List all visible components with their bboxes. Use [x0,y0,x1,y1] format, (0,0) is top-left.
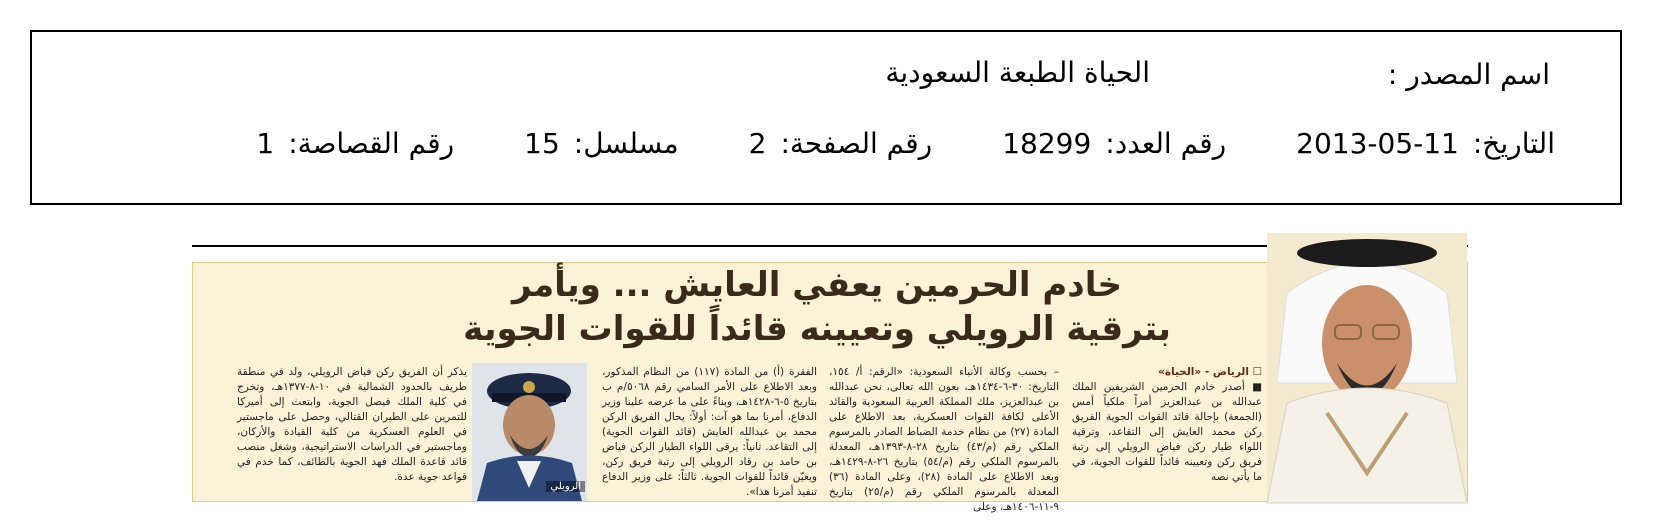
clip-value: 1 [256,127,275,160]
headline-line-2: بترقية الرويلي وتعيينه قائداً للقوات الجوية [463,309,1171,349]
clip-field [256,127,454,160]
date-value: 2013-05-11 [1296,127,1459,160]
headline-line-1: خادم الحرمين يعفي العايش ... ويأمر [511,265,1123,305]
page-field [749,127,933,160]
column-1-text: ■ أصدر خادم الحرمين الشريفين الملك عبدالله بن عبدالعزيز أمراً ملكياً أمس (الجمعة) بإحالة قائد القوات الجوية الفريق ركن محمد العايش إلى التقاعد، وترقية اللواء طيار ركن فياض الرويلي إلى رتبة فريق ركن وتعيينه قائداً للقوات الجوية، في ما يأتي نصه [1072,381,1262,483]
serial-value: 15 [524,127,560,160]
serial-label: مسلسل: [573,127,679,160]
article-column-4: يذكر أن الفريق ركن فياض الرويلي، ولد في منطقة طريف بالحدود الشمالية في ١٠-٨-١٣٧٧هـ، وتخرج في كلية الملك فيصل الجوية، وابتعث إلى أميركا للتمرين على الطيران القتالي، وحصل على ماجستير في العلوم العسكرية من كلية القيادة والأركان، وماجستير في الدراسات الاستراتيجية، وشغل منصب قائد قاعدة الملك فهد الجوية بالطائف، كما خدم في قواعد جوية عدة. [237,366,468,483]
document-header [30,30,1622,205]
date-label: التاريخ: [1472,127,1555,160]
page-label: رقم الصفحة: [780,127,933,160]
article-column-2: – بحسب وكالة الأنباء السعودية: «الرقم: أ/ ١٥٤، التاريخ: ٣٠-٦-١٤٣٤هـ، بعون الله تعالى، نحن عبدالله بن عبدالعزيز، ملك المملكة العربية السعودية والقائد الأعلى لكافة القوات العسكرية، بعد الاطلاع على المادة (٢٧) من نظام خدمة الضباط الصادر بالمرسوم الملكي رقم (م/٤٣) بتاريخ ٢٨-٨-١٣٩٣هـ، المعدلة بالمرسوم الملكي رقم (م/٥٤) بتاريخ ٢٦-٨-١٤٢٩هـ، وبعد الاطلاع على المادة (٢٨)، وعلى المادة (٣٦) المعدلة بالمرسوم الملكي رقم (م/٢٥) بتاريخ ٩-١١-١٤٠٦هـ، وعلى [829,366,1060,513]
newspaper-clipping [192,262,1468,513]
metadata-row [256,127,1555,160]
article-column-1 [1072,365,1262,497]
issue-value: 18299 [1002,127,1092,160]
date-field [1296,127,1555,160]
dateline: ☐ الرياض - «الحياة» [1158,366,1262,378]
issue-field [1002,127,1226,160]
clip-label: رقم القصاصة: [288,127,455,160]
page-value: 2 [748,127,767,160]
king-portrait-photo [1267,233,1467,503]
article-column-3: الفقرة (أ) من المادة (١١٧) من النظام المذكور، وبعد الاطلاع على الأمر السامي رقم ٥٠٦٨/م ب بتاريخ ٥-٦-١٤٢٨هـ، وبناءً على ما عرضه علينا وزير الدفاع، أمرنا بما هو آت: أولاً: يحال الفريق الركن محمد بن عبدالله العايش (قائد القوات الجوية) إلى التقاعد. ثانياً: يرقى اللواء الطيار الركن فياض بن حامد بن رقاد الرويلي إلى رتبة فريق ركن، ويعيّن قائداً للقوات الجوية. ثالثاً: على وزير الدفاع تنفيذ أمرنا هذا». [602,366,817,498]
serial-field [524,127,679,160]
source-label: اسم المصدر : [1387,58,1550,91]
source-value: الحياة الطبعة السعودية [885,56,1150,89]
issue-label: رقم العدد: [1105,127,1227,160]
photo-caption: الرويلي [546,481,585,492]
